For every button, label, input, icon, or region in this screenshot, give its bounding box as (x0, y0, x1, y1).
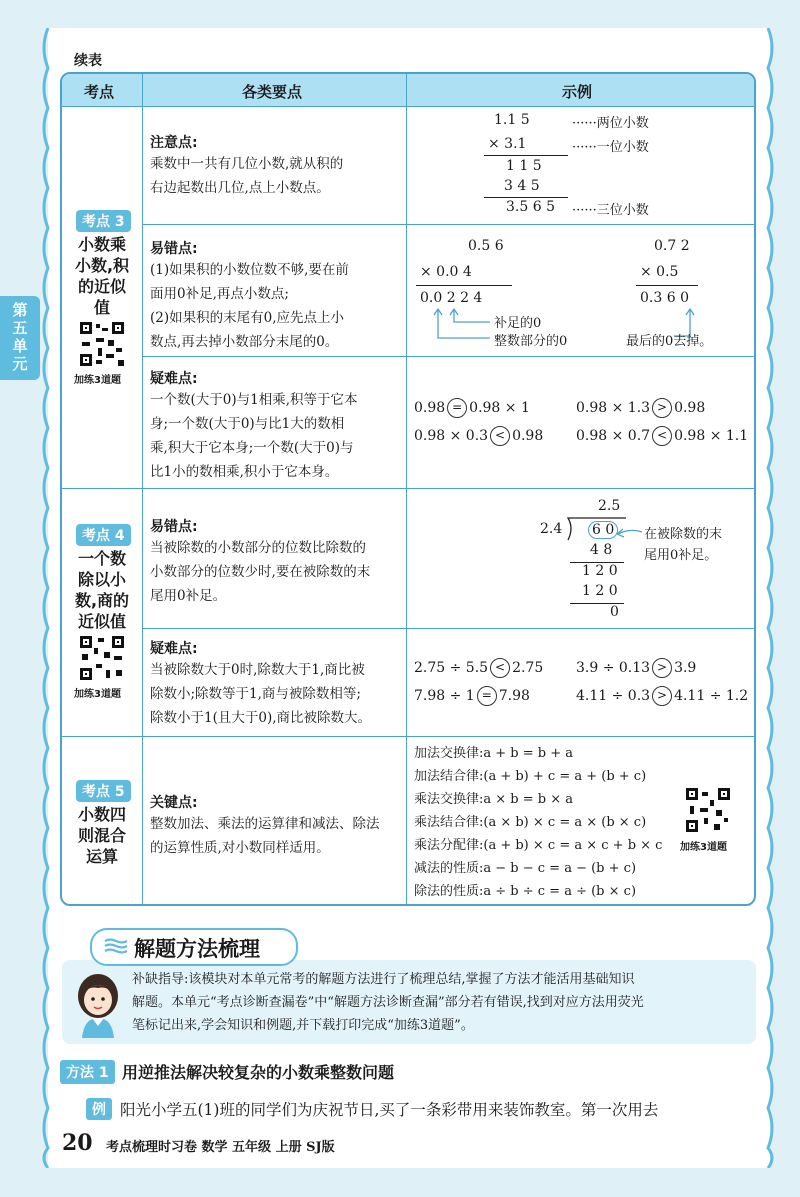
compare-example (414, 426, 543, 446)
point-text-line: 比1小的数相乘,积小于它本身。 (150, 464, 339, 480)
compare-left: 7.98 ÷ 1 (414, 688, 475, 704)
compare-right: 0.98 (674, 400, 706, 416)
calc-line (636, 285, 698, 286)
row-divider (62, 736, 756, 737)
calc-note: ······一位小数 (572, 140, 649, 155)
row-divider (142, 356, 756, 357)
compare-left: 2.75 ÷ 5.5 (414, 660, 489, 676)
tip-text (132, 968, 752, 1037)
kp5-title-line: 运算 (85, 847, 118, 866)
point-text-line: 整数加法、乘法的运算律和减法、除法 (150, 816, 380, 832)
compare-operator: > (652, 658, 672, 678)
side-tab-char: 单 (12, 337, 28, 355)
point-title: 易错点: (150, 519, 198, 535)
compare-example (414, 398, 530, 418)
compare-right: 7.98 (498, 688, 530, 704)
annotation-label: 最后的0去掉。 (626, 334, 713, 349)
point-title: 疑难点: (150, 641, 198, 657)
point-text-line: 一个数(大于0)与1相乘,积等于它本 (150, 392, 358, 408)
qr-label: 加练3道题 (74, 689, 121, 700)
annotation-arrow (614, 522, 644, 542)
compare-operator: = (477, 686, 497, 706)
kp4-title-line: 数,商的 (74, 591, 130, 610)
division-note (644, 524, 722, 566)
law-line: 除法的性质:a ÷ b ÷ c = a ÷ (b × c) (414, 884, 637, 899)
point-title: 关键点: (150, 795, 198, 811)
kp3-title (68, 234, 136, 318)
point-text (150, 658, 371, 730)
section-banner (90, 928, 298, 966)
compare-left: 4.11 ÷ 0.3 (576, 688, 651, 704)
point-text-line: 乘数中一共有几位小数,就从积的 (150, 156, 344, 172)
header-kaodian: 考点 (84, 83, 115, 101)
kp4-badge: 考点 4 (76, 524, 131, 546)
side-tab-char: 五 (12, 319, 28, 337)
point-title: 注意点: (150, 135, 198, 151)
division-step: 1 2 0 (582, 583, 618, 599)
kp3-title-line: 的近似 (77, 277, 126, 296)
point-text (150, 152, 343, 200)
kp5-title (68, 804, 136, 867)
calc-result: 0.0 2 2 4 (420, 290, 483, 306)
footer-text: 考点梳理时习卷 数学 五年级 上册 SJ版 (106, 1140, 335, 1155)
point-text-line: 小数部分的位数少时,要在被除数的末 (150, 564, 371, 580)
compare-right: 4.11 ÷ 1.2 (674, 688, 749, 704)
calc-multiplier: × 0.0 4 (420, 264, 472, 280)
compare-right: 2.75 (512, 660, 544, 676)
side-tab-char: 元 (12, 355, 28, 373)
law-line: 加法结合律:(a + b) + c = a + (b + c) (414, 769, 647, 784)
annotation-label: 补足的0 (494, 316, 542, 331)
kp5-title-line: 则混合 (77, 826, 126, 845)
division-divisor: 2.4 (540, 521, 563, 537)
method-badge: 方法 1 (60, 1060, 115, 1084)
kp4-title-line: 近似值 (77, 612, 126, 631)
wavy-border-right (764, 28, 778, 1168)
qr-code-icon[interactable] (78, 320, 126, 368)
division-step: 4 8 (590, 542, 613, 558)
tip-line: 笔标记出来,学会知识和例题,并下载打印完成“加练3道题”。 (132, 1018, 474, 1033)
compare-example (576, 398, 705, 418)
compare-operator: < (490, 426, 510, 446)
calc-multiplicand: 1.1 5 (494, 112, 530, 128)
compare-example (576, 426, 748, 446)
row-divider (142, 628, 756, 629)
law-line: 加法交换律:a + b = b + a (414, 746, 573, 761)
section-title: 解题方法梳理 (134, 937, 260, 961)
compare-example (576, 658, 696, 678)
calc-line (484, 197, 568, 198)
point-text-line: (1)如果积的小数位数不够,要在前 (150, 262, 349, 278)
point-text-line: (2)如果积的末尾有0,应先点上小 (150, 310, 345, 326)
col-divider (406, 74, 407, 904)
point-text-line: 当被除数大于0时,除数大于1,商比被 (150, 662, 365, 678)
compare-right: 3.9 (674, 660, 697, 676)
division-step: 1 2 0 (582, 563, 618, 579)
calc-line (416, 285, 512, 286)
kp3-title-line: 小数乘 (77, 235, 126, 254)
calc-note: ······三位小数 (572, 203, 649, 218)
division-quotient: 2.5 (598, 498, 621, 514)
kp4-title (68, 548, 136, 632)
point-text-line: 数点,再去掉小数部分末尾的0。 (150, 334, 339, 350)
division-note-line: 尾用0补足。 (644, 548, 718, 563)
calc-partial: 3 4 5 (504, 178, 540, 194)
calc-note: ······两位小数 (572, 116, 649, 131)
compare-operator: > (652, 398, 672, 418)
compare-left: 0.98 × 1.3 (576, 400, 651, 416)
point-text-line: 除数小;除数等于1,商与被除数相等; (150, 686, 361, 702)
col-divider (142, 74, 143, 904)
point-text-line: 尾用0补足。 (150, 588, 227, 604)
kp3-badge: 考点 3 (76, 210, 131, 232)
calc-multiplicand: 0.7 2 (654, 238, 690, 254)
compare-right: 0.98 × 1 (469, 400, 530, 416)
calc-line (484, 155, 568, 156)
qr-code-icon[interactable] (684, 786, 732, 834)
law-line: 乘法交换律:a × b = b × a (414, 792, 573, 807)
point-text-line: 乘,积大于它本身;一个数(大于0)与 (150, 440, 354, 456)
calc-multiplier: × 3.1 (488, 136, 527, 152)
qr-label: 加练3道题 (74, 375, 121, 386)
annotation-label: 整数部分的0 (494, 334, 568, 349)
kp5-badge: 考点 5 (76, 780, 131, 802)
law-line: 乘法分配律:(a + b) × c = a × c + b × c (414, 838, 663, 853)
row-divider (142, 224, 756, 225)
tip-line: 解题。本单元“考点诊断查漏卷”中“解题方法诊断查漏”部分若有错误,找到对应方法用荧光 (132, 995, 644, 1010)
compare-left: 0.98 × 0.7 (576, 428, 651, 444)
qr-code-icon[interactable] (78, 634, 126, 682)
teacher-avatar-icon (70, 966, 126, 1038)
kp5-title-line: 小数四 (77, 805, 126, 824)
point-text-line: 右边起数出几位,点上小数点。 (150, 180, 330, 196)
compare-operator: = (447, 398, 467, 418)
point-title: 疑难点: (150, 371, 198, 387)
page-number: 20 (62, 1130, 93, 1156)
division-remainder: 0 (610, 604, 619, 620)
law-line: 减法的性质:a − b − c = a − (b + c) (414, 861, 637, 876)
wave-icon (104, 938, 128, 954)
calc-multiplier: × 0.5 (640, 264, 679, 280)
compare-left: 0.98 × 0.3 (414, 428, 489, 444)
compare-operator: < (490, 658, 510, 678)
header-shili: 示例 (562, 83, 593, 101)
point-text-line: 的运算性质,对小数同样适用。 (150, 840, 330, 856)
unit-side-tab (0, 296, 40, 380)
law-line: 乘法结合律:(a × b) × c = a × (b × c) (414, 815, 647, 830)
compare-left: 3.9 ÷ 0.13 (576, 660, 651, 676)
compare-right: 0.98 (512, 428, 544, 444)
wavy-border-left (38, 28, 52, 1168)
compare-right: 0.98 × 1.1 (674, 428, 749, 444)
compare-example (414, 686, 530, 706)
division-note-line: 在被除数的末 (644, 527, 723, 542)
method-title: 用逆推法解决较复杂的小数乘整数问题 (122, 1063, 395, 1082)
continue-label: 续表 (74, 53, 102, 69)
point-text-line: 身;一个数(大于0)与比1大的数相 (150, 416, 345, 432)
point-text (150, 258, 349, 354)
calc-result: 0.3 6 0 (640, 290, 689, 306)
tip-line: 补缺指导:该模块对本单元常考的解题方法进行了梳理总结,掌握了方法才能活用基础知识 (132, 972, 635, 987)
point-text-line: 当被除数的小数部分的位数比除数的 (150, 540, 366, 556)
qr-label: 加练3道题 (680, 842, 727, 853)
calc-partial: 1 1 5 (506, 158, 542, 174)
kp4-title-line: 除以小 (77, 570, 126, 589)
calc-result: 3.5 6 5 (506, 199, 555, 215)
calc-multiplicand: 0.5 6 (468, 238, 504, 254)
point-text (150, 812, 380, 860)
division-dividend: 6 0 (588, 521, 618, 539)
kp4-title-line: 一个数 (77, 549, 126, 568)
example-badge: 例 (86, 1098, 112, 1120)
compare-operator: > (652, 686, 672, 706)
kp3-title-line: 值 (93, 298, 110, 317)
row-divider (62, 488, 756, 489)
point-title: 易错点: (150, 241, 198, 257)
point-text (150, 388, 358, 484)
compare-example (414, 658, 543, 678)
point-text-line: 面用0补足,再点小数点; (150, 286, 289, 302)
header-yaodian: 各类要点 (242, 83, 303, 101)
compare-operator: < (652, 426, 672, 446)
compare-left: 0.98 (414, 400, 446, 416)
table-header (62, 74, 754, 107)
side-tab-char: 第 (12, 301, 28, 319)
point-text (150, 536, 370, 608)
compare-example (576, 686, 748, 706)
point-text-line: 除数小于1(且大于0),商比被除数大。 (150, 710, 372, 726)
example-text: 阳光小学五(1)班的同学们为庆祝节日,买了一条彩带用来装饰教室。第一次用去 (120, 1101, 659, 1119)
kp3-title-line: 小数,积 (74, 256, 130, 275)
